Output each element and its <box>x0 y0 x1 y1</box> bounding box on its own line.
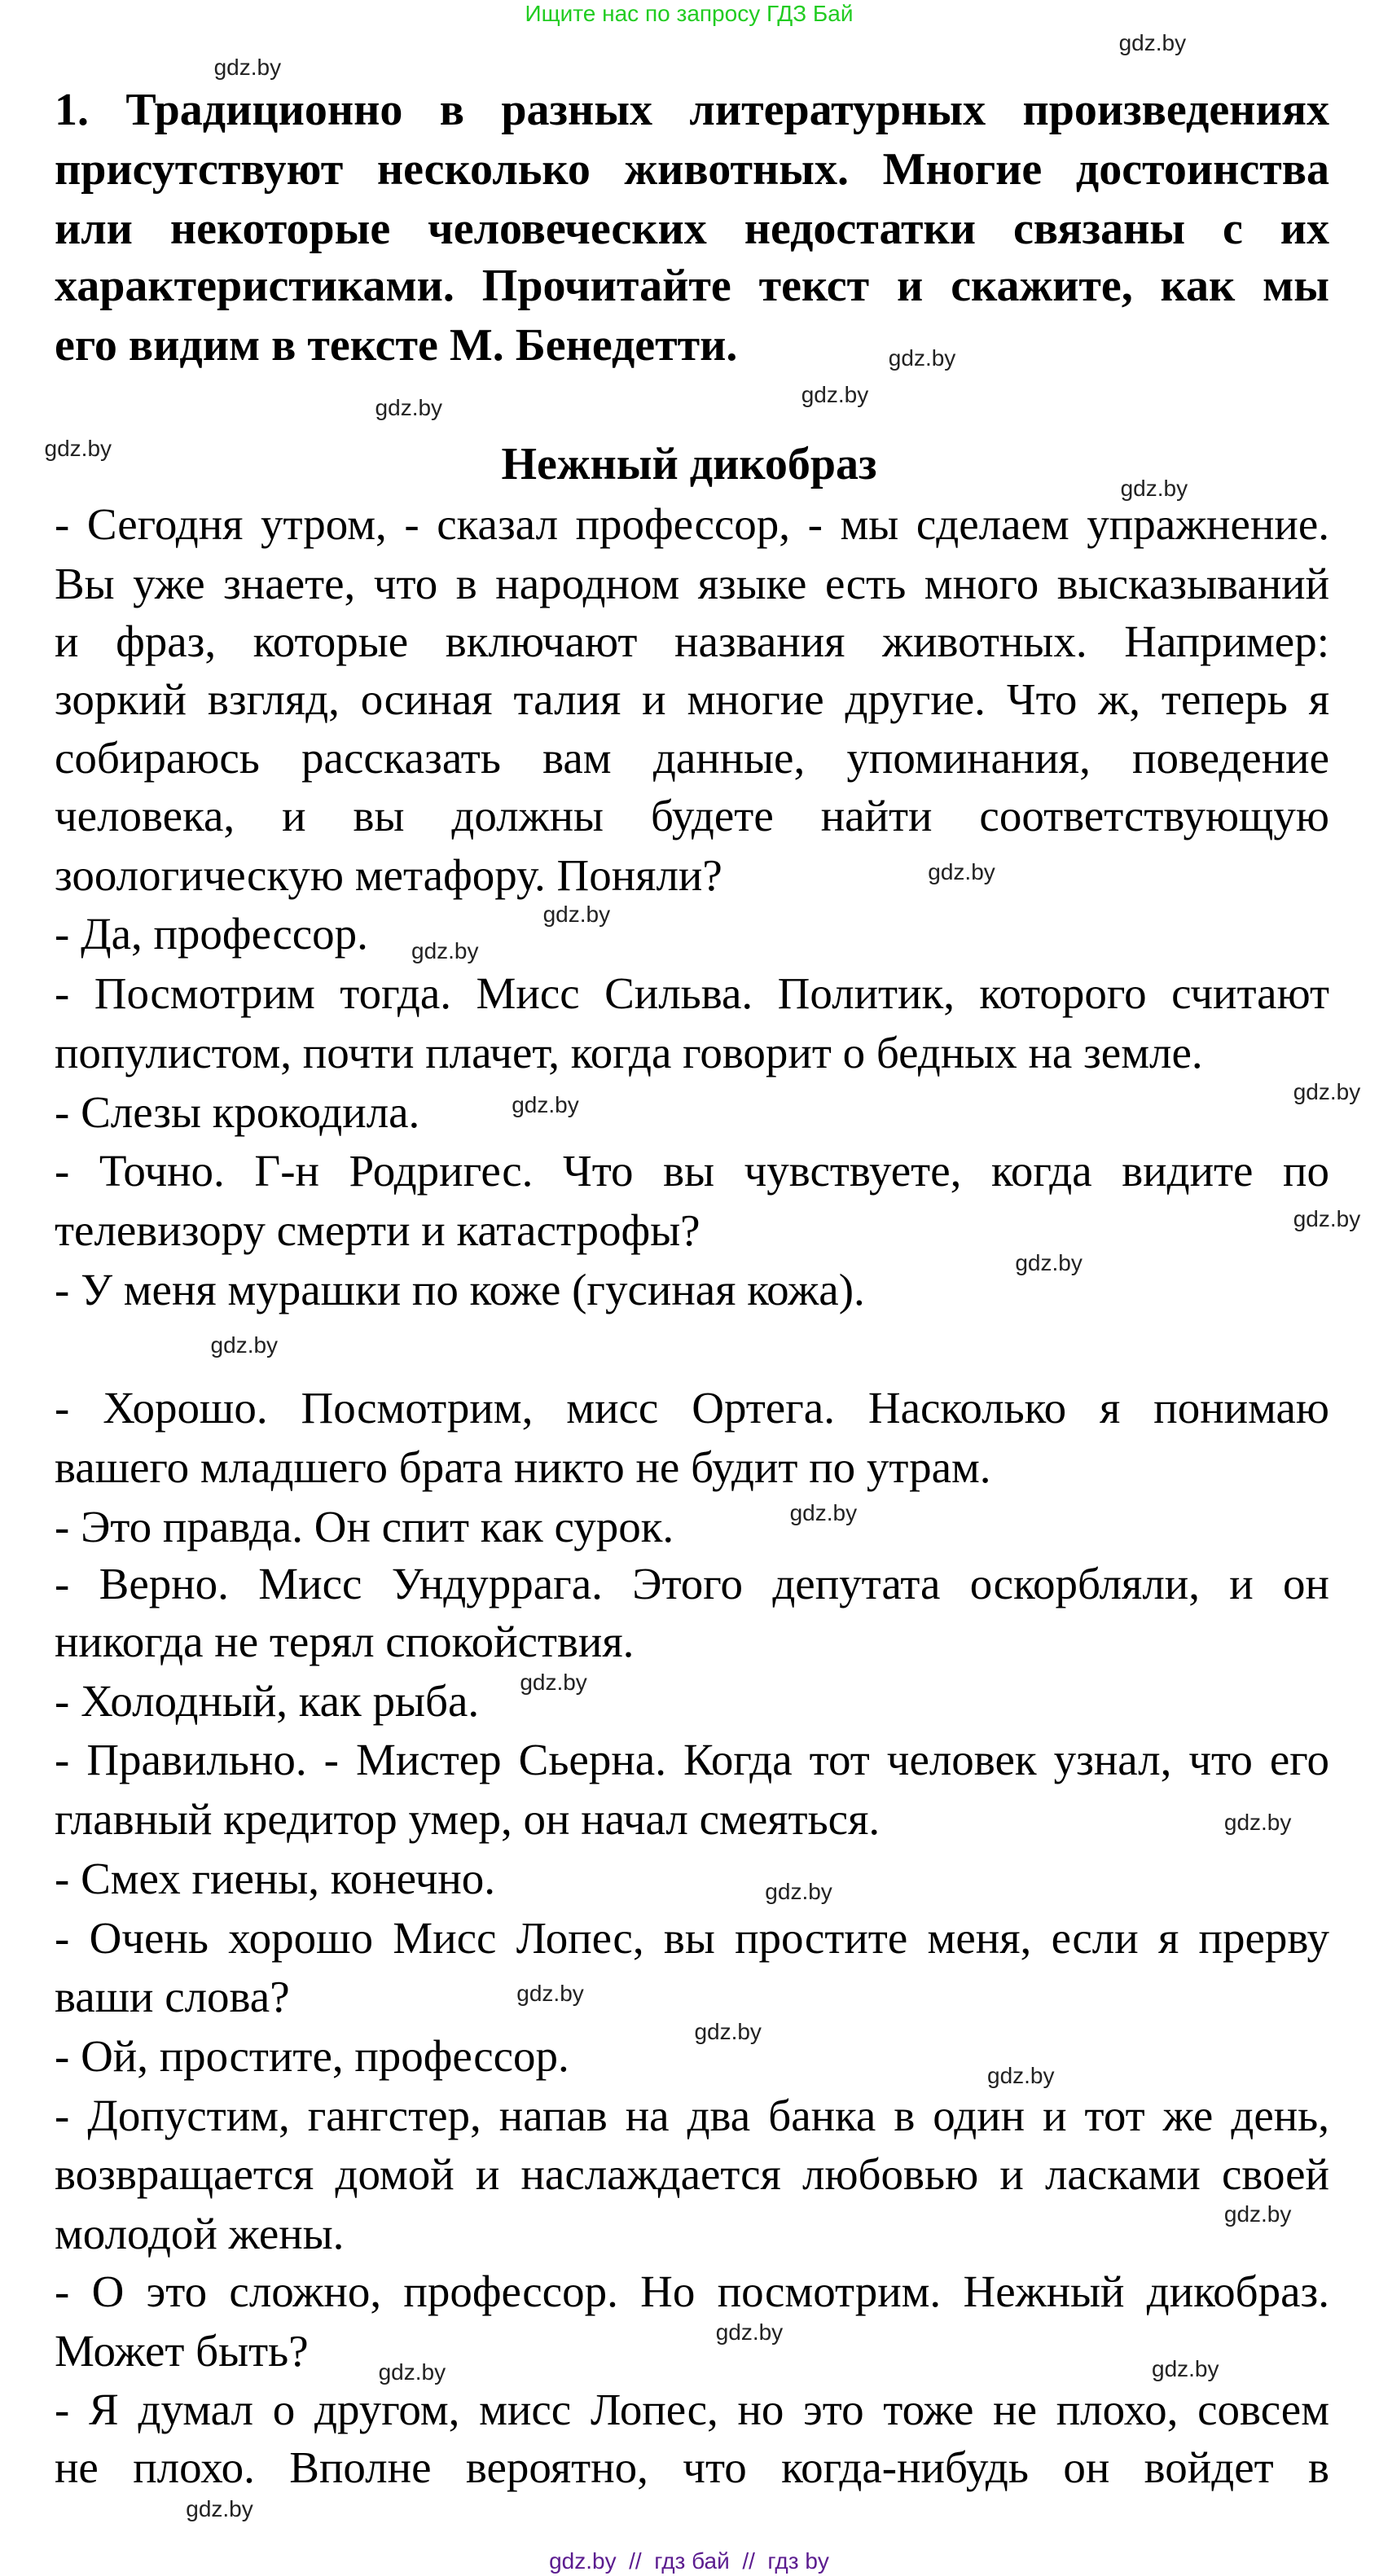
task-text-line: 1. Традиционно в разных литературных произведениях <box>55 85 1329 136</box>
task-text-line: его видим в тексте М. Бенедетти. <box>55 320 738 371</box>
story-text-line: молодой жены. <box>55 2209 345 2259</box>
watermark: gdz.by <box>186 2495 253 2521</box>
story-text-line: возвращается домой и наслаждается любовью и ласками своей <box>55 2149 1329 2200</box>
story-text-line: - О это сложно, профессор. Но посмотрим. Нежный дикобраз. <box>55 2266 1329 2316</box>
watermark: gdz.by <box>789 1500 858 1526</box>
story-text-line: - У меня мурашки по коже (гусиная кожа). <box>55 1264 865 1314</box>
story-text-line: никогда не терял спокойствия. <box>55 1616 635 1666</box>
story-text-line: - Ой, простите, профессор. <box>55 2031 569 2081</box>
watermark: gdz.by <box>378 2359 446 2385</box>
story-text-line: - Я думал о другом, мисс Лопес, но это тоже не плохо, совсем <box>55 2385 1329 2435</box>
watermark: gdz.by <box>375 394 443 420</box>
story-text-line: - Смех гиены, конечно. <box>55 1853 496 1903</box>
footer-links: gdz.by // гдз бай // гдз by <box>549 2548 829 2574</box>
task-text-line: присутствуют несколько животных. Многие достоинства <box>55 144 1329 195</box>
story-text-line: - Это правда. Он спит как сурок. <box>55 1501 674 1551</box>
watermark: gdz.by <box>801 381 869 407</box>
watermark: gdz.by <box>542 902 611 928</box>
watermark: gdz.by <box>1118 29 1187 55</box>
story-text-line: зоологическую метафору. Поняли? <box>55 849 722 900</box>
story-text-line: вашего младшего брата никто не будит по утрам. <box>55 1442 991 1492</box>
watermark: gdz.by <box>1152 2355 1219 2381</box>
search-banner: Ищите нас по запросу ГДЗ Бай <box>525 1 854 26</box>
story-text-line: - Холодный, как рыба. <box>55 1675 480 1726</box>
story-text-line: человека, и вы должны будете найти соответствующую <box>55 790 1329 840</box>
story-text-line: - Правильно. - Мистер Сьерна. Когда тот человек узнал, что его <box>55 1735 1329 1785</box>
story-text-line: - Допустим, гангстер, напав на два банка в один и тот же день, <box>55 2090 1329 2140</box>
task-text-line: характеристиками. Прочитайте текст и скажите, как мы <box>55 261 1329 312</box>
story-title: Нежный дикобраз <box>501 438 877 489</box>
watermark: gdz.by <box>765 1879 832 1904</box>
watermark: gdz.by <box>1293 1205 1361 1231</box>
story-text-line: - Точно. Г-н Родригес. Что вы чувствуете, когда видите по <box>55 1146 1329 1196</box>
story-text-line: - Сегодня утром, - сказал профессор, - мы сделаем упражнение. <box>55 499 1329 550</box>
story-text-line: популистом, почти плачет, когда говорит о бедных на земле. <box>55 1027 1203 1077</box>
watermark: gdz.by <box>1223 1810 1292 1836</box>
watermark: gdz.by <box>210 1332 279 1358</box>
story-text-line: собираюсь рассказать вам данные, упоминания, поведение <box>55 733 1329 783</box>
story-text-line: не плохо. Вполне вероятно, что когда-нибудь он войдет в <box>55 2442 1329 2492</box>
story-text-line: и фраз, которые включают названия животных. Например: <box>55 616 1329 666</box>
story-text-line: главный кредитор умер, он начал смеяться. <box>55 1794 881 1845</box>
watermark: gdz.by <box>1015 1250 1083 1276</box>
story-text-line: Вы уже знаете, что в народном языке есть много высказываний <box>55 559 1329 609</box>
story-text-line: - Слезы крокодила. <box>55 1086 420 1137</box>
task-text-line: или некоторые человеческих недостатки связаны с их <box>55 203 1329 254</box>
watermark: gdz.by <box>1293 1079 1361 1105</box>
story-text-line: - Очень хорошо Мисс Лопес, вы простите меня, если я прерву <box>55 1912 1329 1963</box>
watermark: gdz.by <box>512 1092 579 1118</box>
watermark: gdz.by <box>715 2319 784 2346</box>
watermark: gdz.by <box>1120 475 1188 501</box>
watermark: gdz.by <box>694 2018 762 2044</box>
watermark: gdz.by <box>520 1670 587 1696</box>
watermark: gdz.by <box>888 345 956 371</box>
story-text-line: - Верно. Мисс Ундуррага. Этого депутата оскорбляли, и он <box>55 1559 1329 1609</box>
watermark: gdz.by <box>928 858 995 884</box>
story-text-line: зоркий взгляд, осиная талия и многие другие. Что ж, теперь я <box>55 674 1329 724</box>
story-text-line: - Хорошо. Посмотрим, мисс Ортега. Насколько я понимаю <box>55 1383 1329 1433</box>
watermark: gdz.by <box>1223 2201 1292 2227</box>
story-text-line: - Посмотрим тогда. Мисс Сильва. Политик, которого считают <box>55 968 1329 1019</box>
story-text-line: телевизору смерти и катастрофы? <box>55 1205 700 1255</box>
watermark: gdz.by <box>987 2063 1055 2089</box>
watermark: gdz.by <box>411 937 479 963</box>
story-text-line: ваши слова? <box>55 1972 290 2022</box>
watermark: gdz.by <box>213 54 282 80</box>
story-text-line: - Да, профессор. <box>55 909 368 959</box>
watermark: gdz.by <box>516 1981 584 2007</box>
story-text-line: Может быть? <box>55 2325 309 2376</box>
watermark: gdz.by <box>44 436 112 462</box>
